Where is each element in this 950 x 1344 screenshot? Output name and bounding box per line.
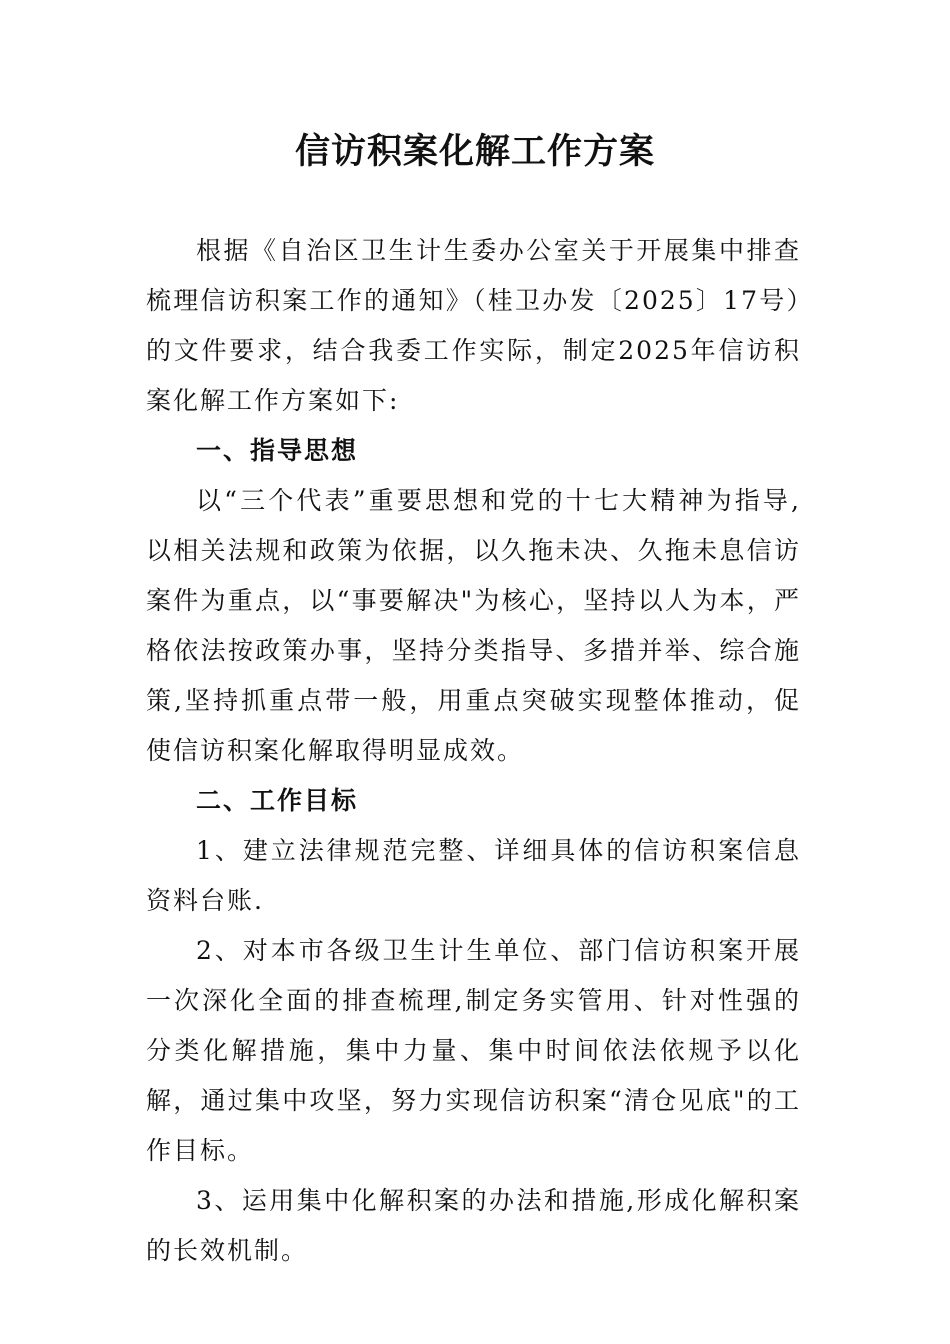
- guiding-ideology-paragraph: 以“三个代表”重要思想和党的十七大精神为指导,以相关法规和政策为依据，以久拖未决、久拖未息信访案件为重点，以“事要解决"为核心，坚持以人为本，严格依法按政策办事，坚持分类指导、多措并举、综合施策,坚持抓重点带一般，用重点突破实现整体推动，促使信访积案化解取得明显成效。: [146, 486, 801, 765]
- work-goal-item-2: 2、对本市各级卫生计生单位、部门信访积案开展一次深化全面的排查梳理,制定务实管用、针对性强的分类化解措施，集中力量、集中时间依法依规予以化解，通过集中攻坚，努力实现信访积案“清仓见底"的工作目标。: [146, 936, 801, 1165]
- section-heading-guiding-ideology: 一、指导思想: [196, 436, 359, 465]
- intro-paragraph: 根据《自治区卫生计生委办公室关于开展集中排查梳理信访积案工作的通知》（桂卫办发〔2025〕17号）的文件要求，结合我委工作实际，制定2025年信访积案化解工作方案如下:: [146, 236, 801, 415]
- section-heading-work-goals: 二、工作目标: [196, 786, 359, 815]
- work-goal-item-3: 3、运用集中化解积案的办法和措施,形成化解积案的长效机制。: [146, 1186, 801, 1265]
- document-title: 信访积案化解工作方案: [294, 132, 655, 172]
- document-body: [146, 226, 801, 1276]
- work-goal-item-1: 1、建立法律规范完整、详细具体的信访积案信息资料台账.: [146, 836, 801, 915]
